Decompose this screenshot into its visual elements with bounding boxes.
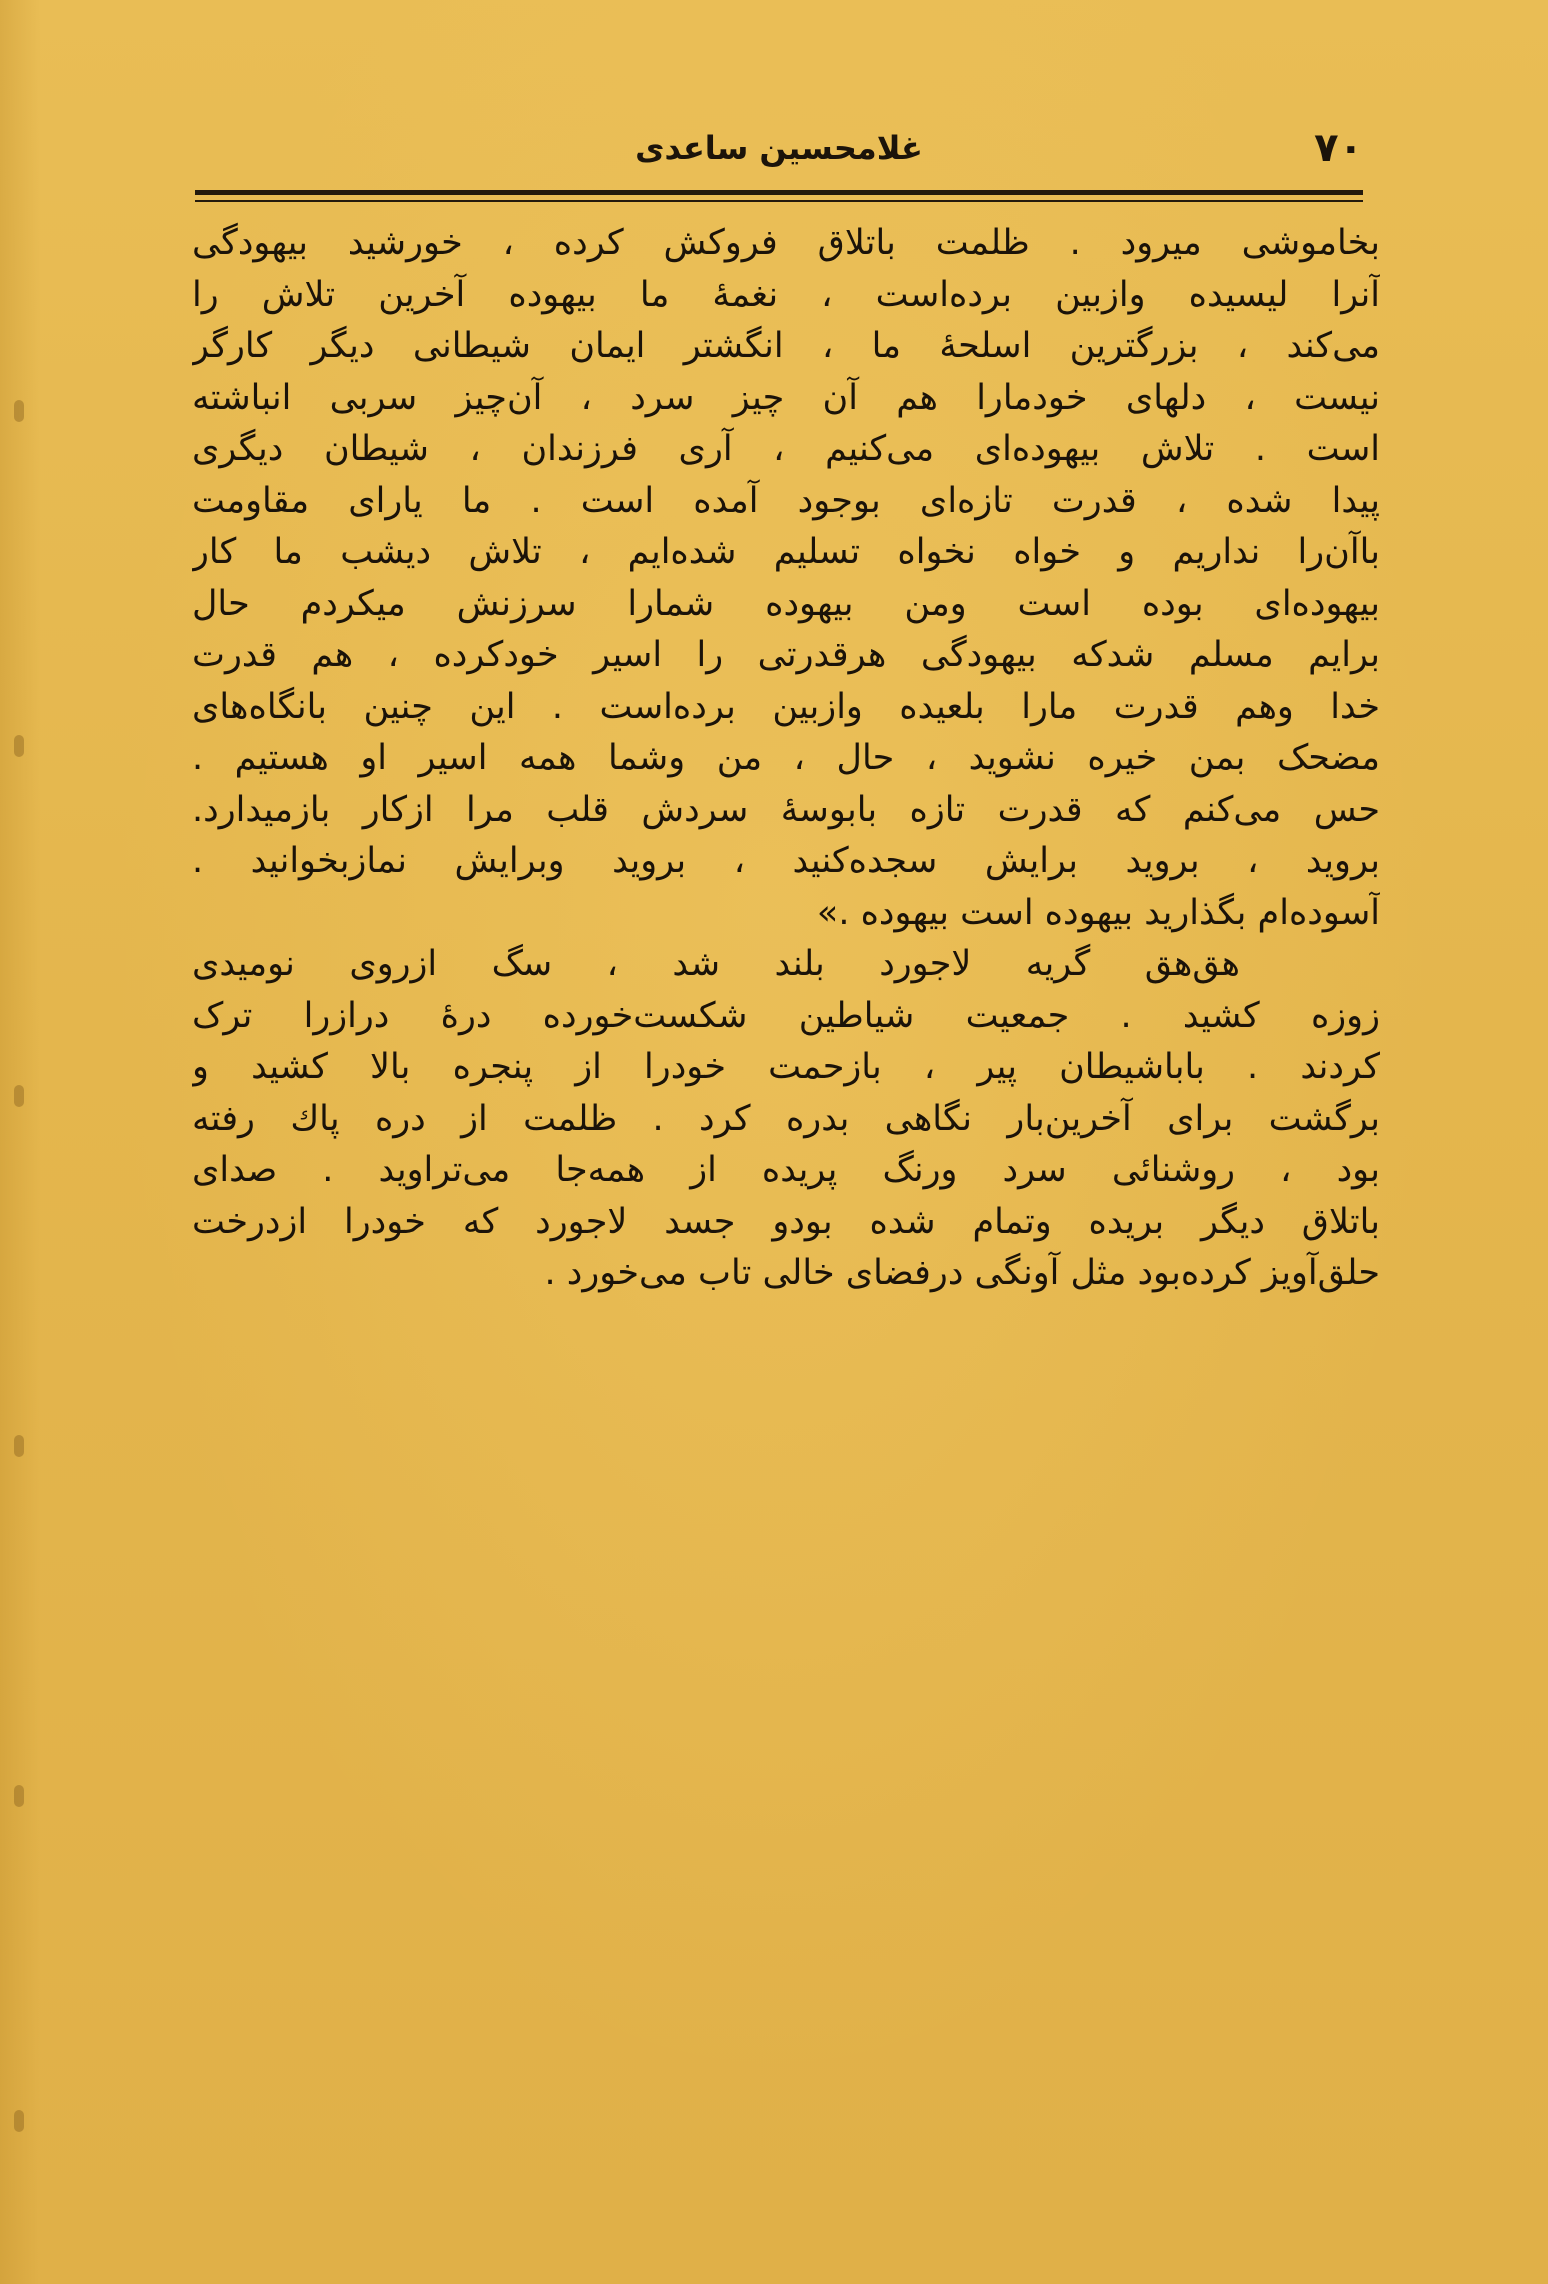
text-line: کردند . باباشیطان پیر ، بازحمت خودرا از پنجره بالا کشید و xyxy=(192,1047,1380,1087)
paragraph-2 xyxy=(192,939,1380,1300)
binding-hole xyxy=(14,1785,24,1807)
text-line: مضحک بمن خیره نشوید ، حال ، من وشما همه اسیر او هستیم . xyxy=(192,738,1380,778)
text-line: برگشت برای آخرین‌بار نگاهی بدره کرد . ظلمت از دره پاك رفته xyxy=(192,1098,1380,1139)
binding-hole xyxy=(14,400,24,422)
text-line: هق‌هق گریه لاجورد بلند شد ، سگ ازروی نومیدی xyxy=(192,944,1240,984)
header-rule-thin xyxy=(195,200,1363,202)
running-header-author: غلامحسین ساعدی xyxy=(635,129,923,167)
text-line: بیهوده‌ای بوده است ومن بیهوده شمارا سرزنش میکردم حال xyxy=(192,583,1380,624)
text-line: بود ، روشنائی سرد ورنگ پریده از همه‌جا می‌تراوید . صدای xyxy=(192,1150,1380,1190)
binding-hole xyxy=(14,735,24,757)
text-line: بروید ، بروید برایش سجده‌کنید ، بروید وبرایش نمازبخوانید . xyxy=(192,841,1380,881)
text-line: باآن‌را نداریم و خواه نخواه تسلیم شده‌ایم ، تلاش دیشب ما کار xyxy=(192,532,1380,572)
text-line: خدا وهم قدرت مارا بلعیده وازبین برده‌است . این چنین بانگاه‌های xyxy=(192,686,1380,727)
text-line: بخاموشی میرود . ظلمت باتلاق فروکش کرده ، خورشید بیهودگی xyxy=(192,223,1380,263)
binding-hole xyxy=(14,1435,24,1457)
page-number: ۷۰ xyxy=(1314,125,1363,171)
text-line: آنرا لیسیده وازبین برده‌است ، نغمهٔ ما بیهوده آخرین تلاش را xyxy=(192,274,1380,315)
text-line: است . تلاش بیهوده‌ای می‌کنیم ، آری فرزندان ، شیطان دیگری xyxy=(192,429,1380,469)
paragraph-1 xyxy=(192,218,1380,939)
binding-hole xyxy=(14,2110,24,2132)
page-edge-shadow xyxy=(0,0,40,2284)
text-line: باتلاق دیگر بریده وتمام شده بودو جسد لاجورد که خودرا ازدرخت xyxy=(192,1201,1380,1242)
text-line: پیدا شده ، قدرت تازه‌ای بوجود آمده است . ما یارای مقاومت xyxy=(192,480,1380,521)
text-line: نیست ، دلهای خودمارا هم آن چیز سرد ، آن‌چیز سربی انباشته xyxy=(192,377,1380,418)
text-line: می‌کند ، بزرگترین اسلحهٔ ما ، انگشتر ایمان شیطانی دیگر کارگر xyxy=(192,326,1380,366)
running-header xyxy=(195,125,1363,185)
text-line: برایم مسلم شدکه بیهودگی هرقدرتی را اسیر خودکرده ، هم قدرت xyxy=(192,635,1380,675)
header-rule-thick xyxy=(195,190,1363,195)
body-text xyxy=(192,218,1380,1300)
text-line: حس می‌کنم که قدرت تازه بابوسهٔ سردش قلب مرا ازکار بازمیدارد. xyxy=(192,789,1380,830)
text-line: حلق‌آویز کرده‌بود مثل آونگی درفضای خالی تاب می‌خورد . xyxy=(544,1253,1380,1293)
text-line: آسوده‌ام بگذارید بیهوده است بیهوده .» xyxy=(816,892,1380,933)
text-line: زوزه کشید . جمعیت شیاطین شکست‌خورده درهٔ درازرا ترک xyxy=(192,995,1380,1036)
binding-hole xyxy=(14,1085,24,1107)
